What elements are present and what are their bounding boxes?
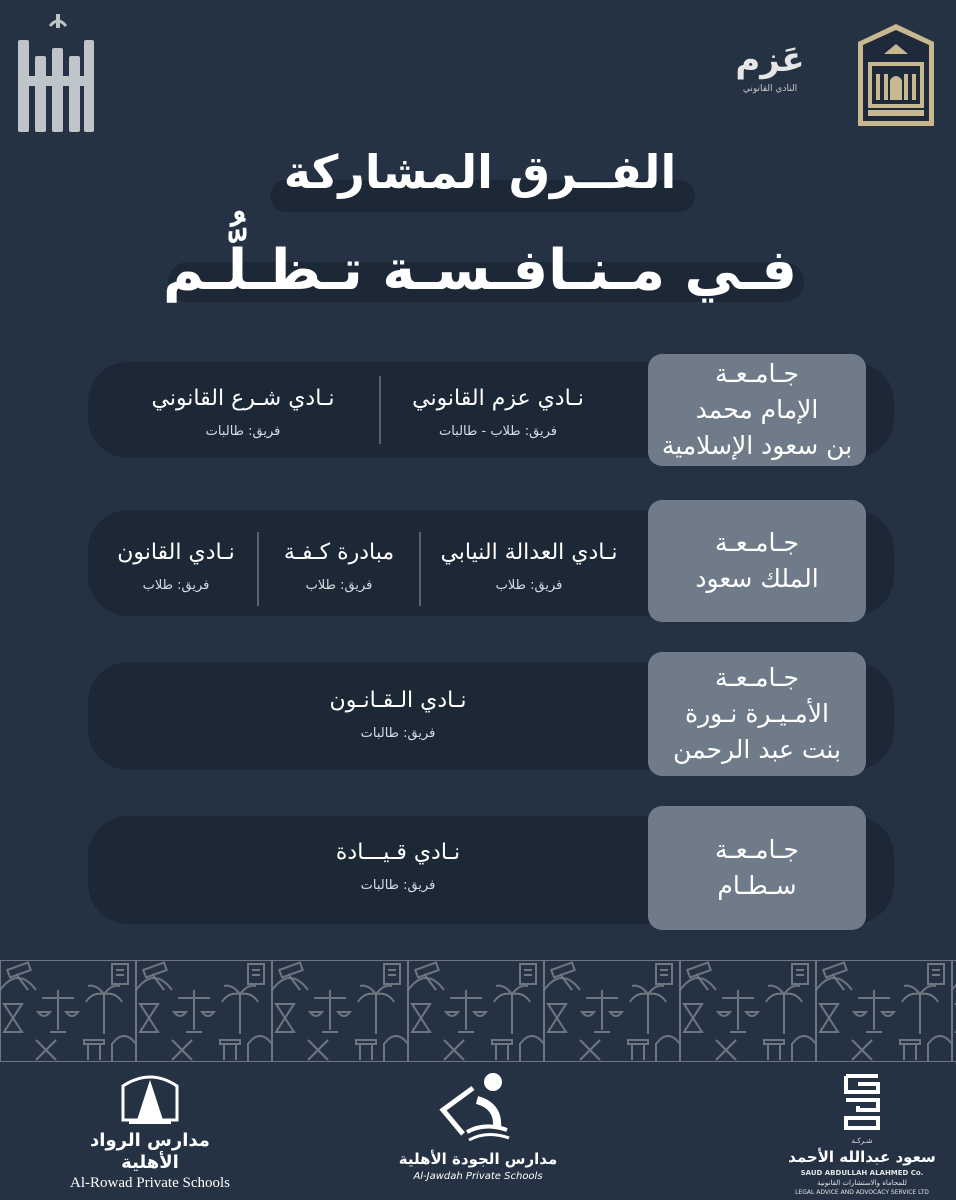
club-name: مبادرة كـفـة	[283, 540, 395, 565]
club-team: فريق: طلاب - طالبات	[438, 424, 558, 439]
jawdah-name-ar: مدارس الجودة الأهلية	[398, 1150, 558, 1168]
club-divider	[379, 376, 381, 444]
tazallam-logo-icon	[16, 6, 96, 136]
university-line: بن سعود الإسلامية	[661, 431, 853, 460]
university-name-king-saud	[648, 500, 866, 622]
club-team: فريق: طالبات	[360, 878, 436, 893]
jawdah-schools-logo	[392, 1070, 564, 1195]
university-line: جـامـعـة	[715, 359, 799, 388]
club-name: نـادي القانون	[117, 540, 235, 565]
club-team: فريق: طالبات	[360, 726, 436, 741]
club-item	[128, 384, 358, 439]
university-line: الملك سعود	[695, 564, 819, 593]
tazallam-logo	[16, 6, 96, 136]
university-line: بنت عبد الرحمن	[673, 735, 841, 764]
saud-alahmed-emblem-icon	[840, 1070, 884, 1132]
page-title-line1: الفــرق المشاركة	[283, 145, 677, 199]
club-team: فريق: طالبات	[205, 424, 281, 439]
club-name: نـادي العدالة النيابي	[440, 540, 618, 565]
saud-subtitle-ar: للمحاماة والاستشارات القانونية	[817, 1179, 907, 1187]
university-name-imam	[648, 354, 866, 466]
rowad-schools-logo	[60, 1070, 240, 1195]
legal-pattern-icon	[0, 960, 956, 1062]
rowad-emblem-icon	[117, 1070, 183, 1126]
club-item	[106, 538, 246, 593]
azm-logo-subtitle: النادي القانوني	[742, 84, 798, 94]
university-line: سـطـام	[717, 871, 797, 900]
university-line: الأمـيـرة نـورة	[685, 699, 829, 728]
university-line: جـامـعـة	[715, 835, 799, 864]
rowad-name-ar: مدارس الرواد الأهلية	[90, 1130, 210, 1173]
club-name: نـادي قـيـــادة	[335, 840, 461, 865]
club-item	[398, 384, 598, 439]
university-line: الإمام محمد	[695, 395, 819, 424]
imam-university-emblem-icon	[854, 22, 938, 128]
club-team: فريق: طلاب	[305, 578, 373, 593]
club-item	[268, 838, 528, 893]
club-item	[268, 686, 528, 741]
legal-pattern-band	[0, 960, 956, 1062]
university-name-princess-nourah	[648, 652, 866, 776]
university-line: جـامـعـة	[715, 663, 799, 692]
rowad-name-en: Al-Rowad Private Schools	[70, 1175, 230, 1191]
jawdah-name-en: Al-Jawdah Private Schools	[413, 1171, 543, 1182]
imam-university-logo	[854, 22, 938, 128]
jawdah-emblem-icon	[433, 1070, 523, 1144]
club-divider	[419, 532, 421, 606]
club-team: فريق: طلاب	[142, 578, 210, 593]
university-name-sattam	[648, 806, 866, 930]
university-line: جـامـعـة	[715, 528, 799, 557]
club-item	[264, 538, 414, 593]
saud-alahmed-logo	[782, 1070, 942, 1195]
azm-logo-text: عَزم	[735, 40, 805, 80]
saud-name-ar: سعود عبدالله الأحمد	[788, 1148, 936, 1166]
saud-name-en: SAUD ABDULLAH ALAHMED Co.	[800, 1169, 924, 1177]
club-name: نـادي الـقـانـون	[329, 688, 467, 713]
page-title-line2: فـي مـنـافـسـة تـظـلُّـم	[163, 238, 797, 303]
club-team: فريق: طلاب	[495, 578, 563, 593]
saud-company-label: شـركـة	[851, 1137, 873, 1145]
club-name: نـادي شـرع القانوني	[151, 386, 335, 411]
club-item	[424, 538, 634, 593]
saud-subtitle-en: LEGAL ADVICE AND ADVOCACY SERVICE LTD	[795, 1189, 929, 1196]
club-divider	[257, 532, 259, 606]
club-name: نـادي عزم القانوني	[412, 386, 584, 411]
azm-club-logo	[720, 40, 820, 112]
